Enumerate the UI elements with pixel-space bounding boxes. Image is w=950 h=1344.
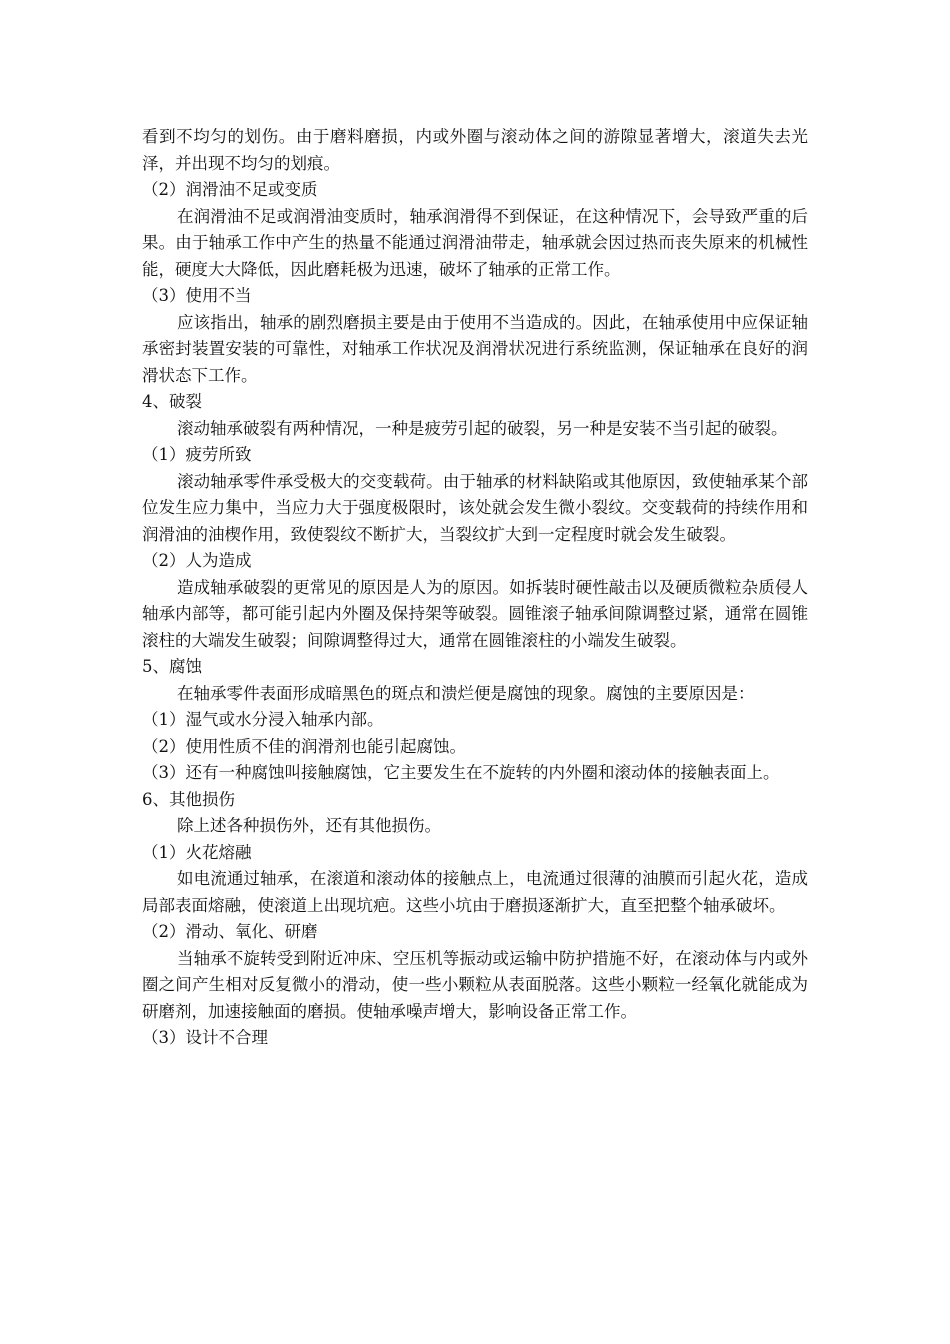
paragraph: 除上述各种损伤外，还有其他损伤。 (177, 816, 441, 835)
document-body (142, 124, 808, 1052)
subsection-heading: （3）使用不当 (142, 286, 252, 305)
paragraph: 看到不均匀的划伤。由于磨料磨损，内或外圈与滚动体之间的游隙显著增大，滚道失去光泽，并出现不均匀的划痕。 (142, 127, 808, 173)
paragraph: 当轴承不旋转受到附近冲床、空压机等振动或运输中防护措施不好，在滚动体与内或外圈之间产生相对反复微小的滑动，使一些小颗粒从表面脱落。这些小颗粒一经氧化就能成为研磨剂，加速接触面的磨损。使轴承噪声增大，影响设备正常工作。 (142, 948, 808, 1021)
section-heading: 4、破裂 (142, 392, 202, 411)
paragraph: 滚动轴承破裂有两种情况，一种是疲劳引起的破裂，另一种是安装不当引起的破裂。 (177, 418, 788, 438)
subsection-heading: （2）滑动、氧化、研磨 (142, 922, 318, 941)
list-item: （2）使用性质不佳的润滑剂也能引起腐蚀。 (142, 736, 466, 756)
subsection-heading: （2）润滑油不足或变质 (142, 180, 318, 199)
section-heading: 5、腐蚀 (142, 657, 202, 676)
subsection-heading: （3）设计不合理 (142, 1028, 268, 1047)
paragraph: 在润滑油不足或润滑油变质时，轴承润滑得不到保证，在这种情况下，会导致严重的后果。由于轴承工作中产生的热量不能通过润滑油带走，轴承就会因过热而丧失原来的机械性能，硬度大大降低，因此磨耗极为迅速，破坏了轴承的正常工作。 (142, 206, 808, 279)
subsection-heading: （1）火花熔融 (142, 842, 252, 862)
subsection-heading: （2）人为造成 (142, 551, 252, 570)
list-item: （1）湿气或水分浸入轴承内部。 (142, 710, 384, 729)
paragraph: 在轴承零件表面形成暗黑色的斑点和溃烂便是腐蚀的现象。腐蚀的主要原因是： (177, 683, 755, 703)
list-item: （3）还有一种腐蚀叫接触腐蚀，它主要发生在不旋转的内外圈和滚动体的接触表面上。 (142, 763, 780, 782)
paragraph: 如电流通过轴承，在滚道和滚动体的接触点上，电流通过很薄的油膜而引起火花，造成局部表面熔融，使滚道上出现坑疤。这些小坑由于磨损逐渐扩大，直至把整个轴承破坏。 (142, 869, 808, 915)
paragraph: 造成轴承破裂的更常见的原因是人为的原因。如拆装时硬性敲击以及硬质微粒杂质侵人轴承内部等，都可能引起内外圈及保持架等破裂。圆锥滚子轴承间隙调整过紧，通常在圆锥滚柱的大端发生破裂；间隙调整得过大，通常在圆锥滚柱的小端发生破裂。 (142, 577, 808, 650)
paragraph: 滚动轴承零件承受极大的交变载荷。由于轴承的材料缺陷或其他原因，致使轴承某个部位发生应力集中，当应力大于强度极限时，该处就会发生微小裂纹。交变载荷的持续作用和润滑油的油楔作用，致使裂纹不断扩大，当裂纹扩大到一定程度时就会发生破裂。 (142, 471, 808, 544)
subsection-heading: （1）疲劳所致 (142, 445, 252, 464)
section-heading: 6、其他损伤 (142, 789, 235, 809)
paragraph: 应该指出，轴承的剧烈磨损主要是由于使用不当造成的。因此，在轴承使用中应保证轴承密封装置安装的可靠性，对轴承工作状况及润滑状况进行系统监测，保证轴承在良好的润滑状态下工作。 (142, 312, 808, 385)
